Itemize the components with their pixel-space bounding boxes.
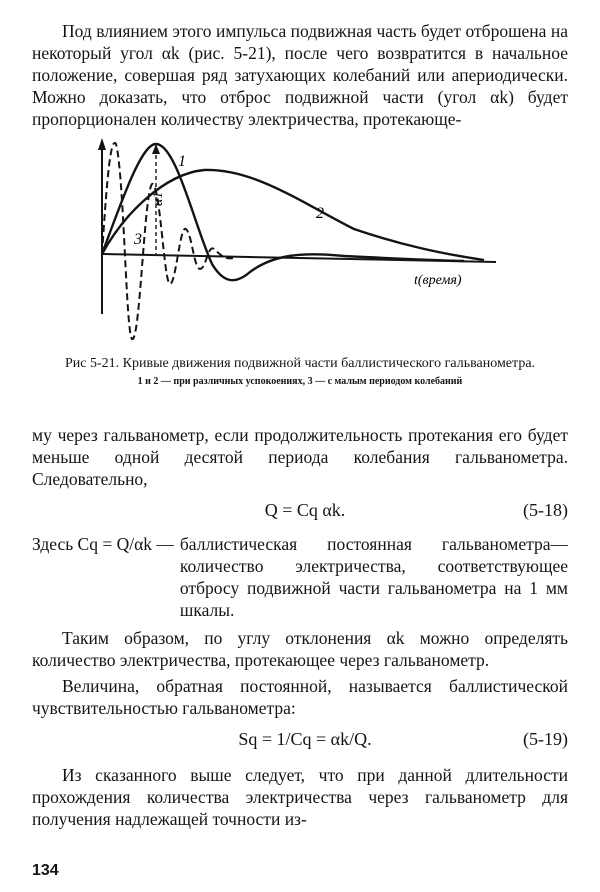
curve-3 — [102, 143, 234, 339]
alpha-label: α1 — [151, 191, 166, 206]
definition-body: баллистическая постоянная гальванометра—количество электричества, соответствующее отбросу подвижной части гальванометра на 1 мм шкалы. — [179, 534, 568, 620]
curve-label-3: 3 — [134, 231, 142, 248]
figure-caption-block — [32, 356, 568, 388]
curve-label-2: 2 — [316, 205, 324, 222]
paragraph-sensitivity: Величина, обратная постоянной, называется баллистической чувствительностью гальванометра: — [32, 676, 568, 718]
definition-lead: Здесь Cq = Q/αk — — [32, 534, 174, 554]
x-axis-label: t(время) — [414, 273, 462, 288]
figure-caption-note: 1 и 2 — при различных успокоениях, 3 — с малым периодом колебаний — [137, 376, 463, 387]
page-body — [32, 20, 568, 830]
equation-5-19-body: Sq = 1/Cq = αk/Q. — [238, 729, 372, 749]
equation-5-19-number: (5-19) — [523, 729, 568, 749]
figure-caption-title: Рис 5-21. Кривые движения подвижной части баллистического гальванометра. — [64, 356, 536, 371]
final-paragraph: Из сказанного выше следует, что при данной длительности прохождения количества электричества через гальванометр для получения надлежащей точности из- — [32, 765, 568, 829]
definition-block — [32, 533, 568, 621]
equation-5-18 — [32, 500, 568, 521]
equation-5-18-body: Q = Cq αk. — [264, 500, 346, 520]
y-axis-arrow — [98, 138, 106, 150]
intro-paragraph: Под влиянием этого импульса подвижная часть будет отброшена на некоторый угол αk (рис. 5-21), после чего возвратится в начальное положение, совершая ряд затухающих колебаний или апериодически. Можно доказать, что отброс подвижной части (угол αk) будет пропорционален количеству электричества, протекающе- — [32, 21, 568, 129]
page-number: 134 — [32, 862, 59, 879]
curve-label-1: 1 — [178, 153, 186, 170]
equation-5-19 — [32, 729, 568, 750]
motion-curves-plot — [84, 134, 504, 354]
equation-5-18-number: (5-18) — [523, 500, 568, 520]
continuation-paragraph: му через гальванометр, если продолжительность протекания его будет меньше одной десятой периода колебания гальванометра. Следовательно, — [32, 425, 568, 489]
paragraph-angle: Таким образом, по углу отклонения αk можно определять количество электричества, протекающее через гальванометр. — [32, 628, 568, 670]
figure-5-21 — [32, 134, 568, 416]
